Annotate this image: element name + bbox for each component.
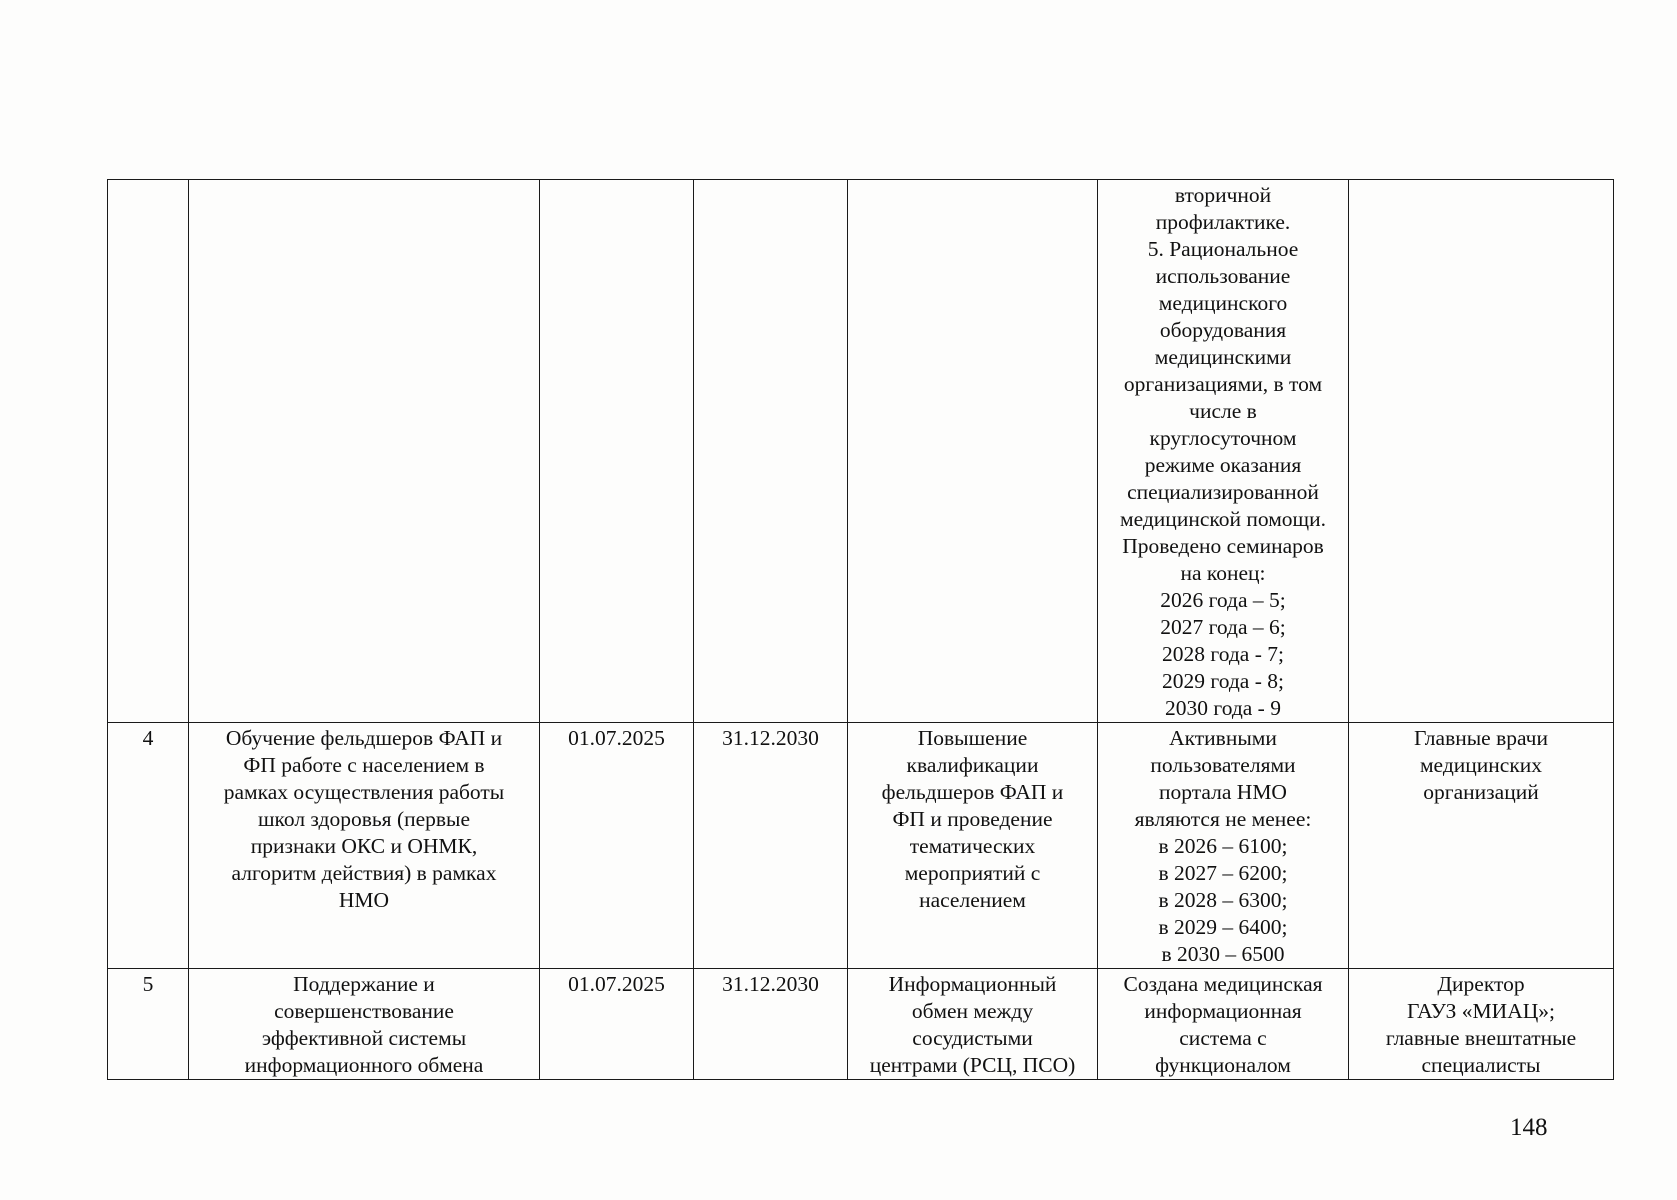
events-table — [107, 179, 1614, 1080]
text-line: Создана медицинская — [1123, 972, 1323, 996]
end-date-cell — [694, 180, 848, 723]
text-line: обмен между — [911, 999, 1034, 1023]
text-line: эффективной системы — [261, 1026, 467, 1050]
text-line: оборудования — [1159, 318, 1287, 342]
text-line: главные внештатные — [1385, 1026, 1577, 1050]
indicator-cell — [1098, 180, 1349, 723]
start-date-cell: 01.07.2025 — [540, 969, 694, 1080]
result-cell — [848, 969, 1098, 1080]
indicator-cell — [1098, 969, 1349, 1080]
result-cell — [848, 723, 1098, 969]
text-line: 2028 года - 7; — [1162, 642, 1284, 666]
responsible-cell — [1349, 180, 1614, 723]
text-line: ФП работе с населением в — [243, 753, 485, 777]
text-line: функционалом — [1155, 1053, 1291, 1077]
text-line: медицинского — [1158, 291, 1288, 315]
text-line: медицинскими — [1154, 345, 1292, 369]
indicator-cell — [1098, 723, 1349, 969]
text-line: портала НМО — [1159, 780, 1287, 804]
text-line: медицинской помощи. — [1120, 507, 1326, 531]
text-line: организаций — [1423, 780, 1539, 804]
text-line: населением — [919, 888, 1026, 912]
text-line: Главные врачи — [1413, 726, 1548, 750]
text-line: 2030 года - 9 — [1165, 696, 1281, 720]
start-date-cell — [540, 180, 694, 723]
text-line: 5. Рациональное — [1147, 237, 1299, 261]
text-line: квалификации — [906, 753, 1039, 777]
text-line: фельдшеров ФАП и — [881, 780, 1064, 804]
page-number: 148 — [1510, 1114, 1548, 1141]
text-line: информационная — [1144, 999, 1302, 1023]
result-cell — [848, 180, 1098, 723]
text-line: совершенствование — [274, 999, 454, 1023]
text-line: Поддержание и — [293, 972, 435, 996]
text-line: Активными — [1169, 726, 1277, 750]
text-line: круглосуточном — [1149, 426, 1297, 450]
text-line: Информационный — [888, 972, 1057, 996]
text-line: пользователями — [1150, 753, 1296, 777]
text-line: профилактике. — [1155, 210, 1291, 234]
text-line: тематических — [909, 834, 1036, 858]
text-line: система с — [1179, 1026, 1267, 1050]
text-line: Повышение — [917, 726, 1028, 750]
text-line: школ здоровья (первые — [257, 807, 471, 831]
text-line: 2026 года – 5; — [1160, 588, 1286, 612]
text-line: алгоритм действия) в рамках — [231, 861, 497, 885]
table-body — [108, 180, 1614, 1080]
end-date-cell: 31.12.2030 — [694, 723, 848, 969]
end-date-cell: 31.12.2030 — [694, 969, 848, 1080]
text-line: центрами (РСЦ, ПСО) — [869, 1053, 1076, 1077]
text-line: числе в — [1189, 399, 1257, 423]
event-cell — [189, 969, 540, 1080]
row-number-cell: 5 — [108, 969, 189, 1080]
table-row — [108, 723, 1614, 969]
text-line: 2027 года – 6; — [1160, 615, 1286, 639]
event-cell — [189, 723, 540, 969]
row-number-cell: 4 — [108, 723, 189, 969]
text-line: режиме оказания — [1144, 453, 1302, 477]
table-row — [108, 180, 1614, 723]
text-line: специализированной — [1127, 480, 1319, 504]
text-line: в 2027 – 6200; — [1158, 861, 1288, 885]
text-line: использование — [1155, 264, 1291, 288]
text-line: являются не менее: — [1134, 807, 1312, 831]
text-line: специалисты — [1421, 1053, 1541, 1077]
text-line: в 2030 – 6500 — [1161, 942, 1285, 966]
row-number-cell — [108, 180, 189, 723]
text-line: информационного обмена — [244, 1053, 484, 1077]
text-line: в 2026 – 6100; — [1158, 834, 1288, 858]
text-line: Проведено семинаров — [1122, 534, 1324, 558]
text-line: 2029 года - 8; — [1162, 669, 1284, 693]
text-line: Обучение фельдшеров ФАП и — [225, 726, 503, 750]
text-line: сосудистыми — [912, 1026, 1033, 1050]
text-line: в 2028 – 6300; — [1158, 888, 1288, 912]
start-date-cell: 01.07.2025 — [540, 723, 694, 969]
responsible-cell — [1349, 723, 1614, 969]
text-line: вторичной — [1174, 183, 1272, 207]
table-row — [108, 969, 1614, 1080]
text-line: мероприятий с — [904, 861, 1041, 885]
text-line: НМО — [338, 888, 390, 912]
text-line: ГАУЗ «МИАЦ»; — [1407, 999, 1555, 1023]
text-line: рамках осуществления работы — [223, 780, 505, 804]
text-line: Директор — [1437, 972, 1525, 996]
text-line: в 2029 – 6400; — [1158, 915, 1288, 939]
text-line: ФП и проведение — [892, 807, 1053, 831]
responsible-cell — [1349, 969, 1614, 1080]
text-line: медицинских — [1419, 753, 1543, 777]
text-line: организациями, в том — [1123, 372, 1323, 396]
event-cell — [189, 180, 540, 723]
text-line: признаки ОКС и ОНМК, — [250, 834, 478, 858]
text-line: на конец: — [1180, 561, 1266, 585]
